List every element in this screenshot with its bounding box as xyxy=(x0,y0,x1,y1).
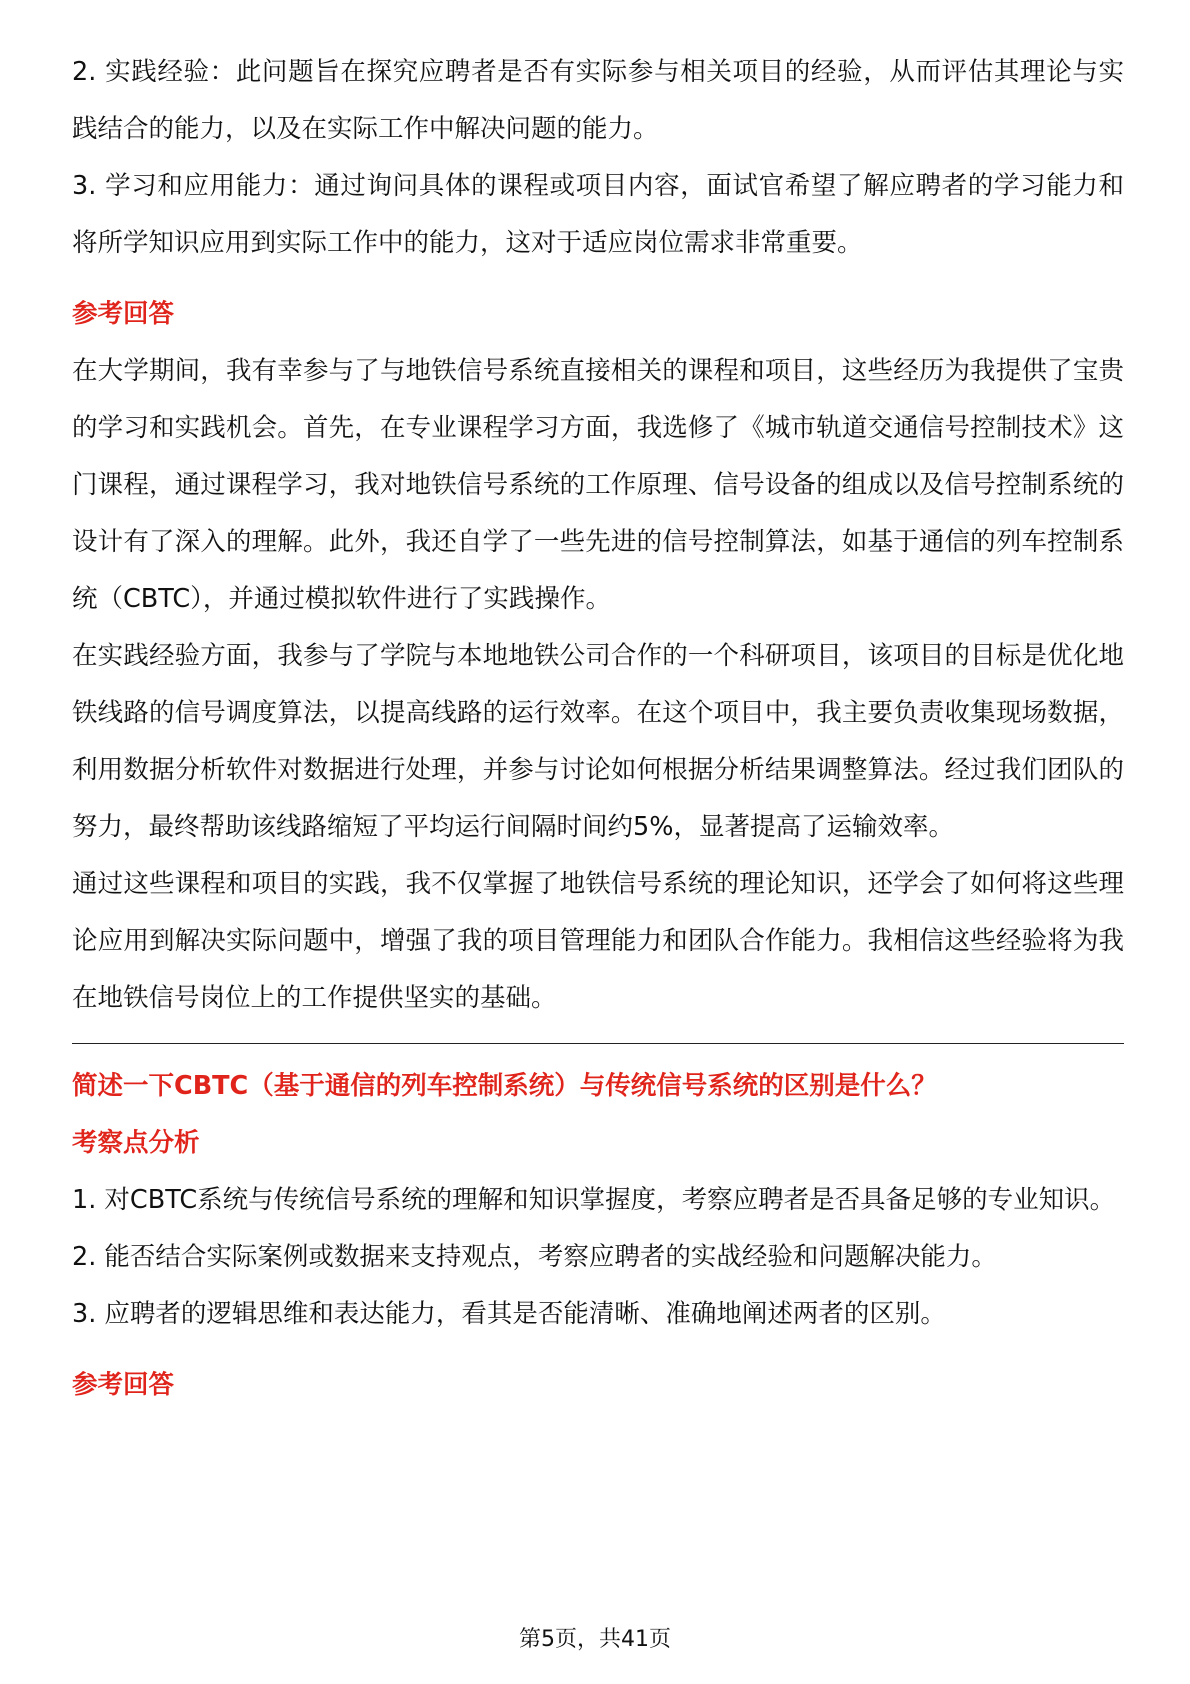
analysis-item: 1. 对CBTC系统与传统信号系统的理解和知识掌握度，考察应聘者是否具备足够的专业知识。 xyxy=(72,1185,1116,1215)
analysis-item: 2. 能否结合实际案例或数据来支持观点，考察应聘者的实战经验和问题解决能力。 xyxy=(72,1242,997,1272)
analysis-item: 3. 学习和应用能力：通过询问具体的课程或项目内容，面试官希望了解应聘者的学习能力和将所学知识应用到实际工作中的能力，这对于适应岗位需求非常重要。 xyxy=(72,171,1124,258)
analysis-item: 2. 实践经验：此问题旨在探究应聘者是否有实际参与相关项目的经验，从而评估其理论与实践结合的能力，以及在实际工作中解决问题的能力。 xyxy=(72,57,1124,144)
answer-paragraph: 在实践经验方面，我参与了学院与本地地铁公司合作的一个科研项目，该项目的目标是优化地铁线路的信号调度算法，以提高线路的运行效率。在这个项目中，我主要负责收集现场数据，利用数据分析软件对数据进行处理，并参与讨论如何根据分析结果调整算法。经过我们团队的努力，最终帮助该线路缩短了平均运行间隔时间约5%，显著提高了运输效率。 xyxy=(72,641,1124,842)
section-divider xyxy=(72,1043,1124,1044)
document-page xyxy=(72,44,1124,1414)
reference-answer-heading: 参考回答 xyxy=(72,1370,175,1400)
reference-answer-heading: 参考回答 xyxy=(72,299,175,329)
analysis-heading: 考察点分析 xyxy=(72,1128,200,1158)
page-number: 第5页，共41页 xyxy=(519,1627,671,1652)
answer-paragraph: 通过这些课程和项目的实践，我不仅掌握了地铁信号系统的理论知识，还学会了如何将这些理论应用到解决实际问题中，增强了我的项目管理能力和团队合作能力。我相信这些经验将为我在地铁信号岗位上的工作提供坚实的基础。 xyxy=(72,869,1124,1013)
answer-paragraph: 在大学期间，我有幸参与了与地铁信号系统直接相关的课程和项目，这些经历为我提供了宝贵的学习和实践机会。首先，在专业课程学习方面，我选修了《城市轨道交通信号控制技术》这门课程，通过课程学习，我对地铁信号系统的工作原理、信号设备的组成以及信号控制系统的设计有了深入的理解。此外，我还自学了一些先进的信号控制算法，如基于通信的列车控制系统（CBTC），并通过模拟软件进行了实践操作。 xyxy=(72,356,1124,614)
analysis-item: 3. 应聘者的逻辑思维和表达能力，看其是否能清晰、准确地阐述两者的区别。 xyxy=(72,1299,946,1329)
question-title: 简述一下CBTC（基于通信的列车控制系统）与传统信号系统的区别是什么？ xyxy=(72,1071,937,1101)
